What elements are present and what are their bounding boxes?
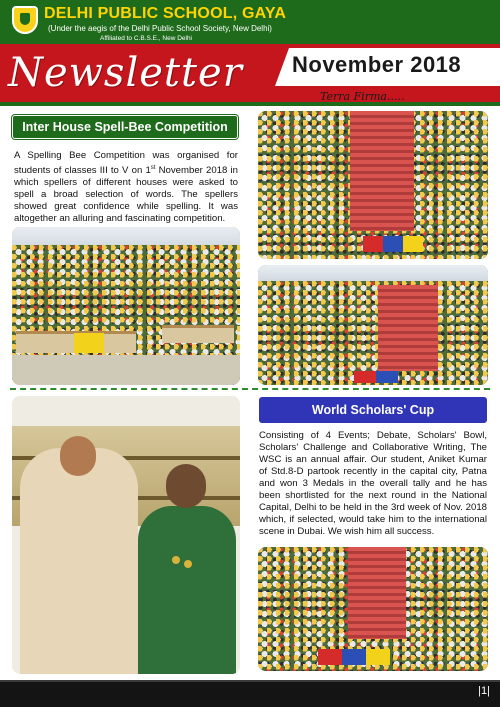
spell-bee-heading-text: Inter House Spell-Bee Competition	[22, 120, 228, 134]
auditorium-photo-2	[258, 265, 488, 385]
affiliation-line: Affiliated to C.B.S.E., New Delhi	[100, 35, 193, 42]
auditorium-photo-3	[258, 547, 488, 671]
school-aegis-line: (Under the aegis of the Delhi Public School Society, New Delhi)	[48, 24, 272, 33]
issue-date: November 2018	[292, 52, 462, 77]
newsletter-title: Newsletter	[8, 50, 243, 96]
scholars-cup-photo	[12, 396, 240, 674]
scholars-cup-body: Consisting of 4 Events; Debate, Scholars' Bowl, Scholars' Challenge and Collaborative Writing, The WSC is an annual affair. Our student, Aniket Kumar of Std.8-D partook recently in the capital city, Patna and won 3 Medals in the overall tally and he has been shortlisted for the next round in the National Capital, Delhi to be held in the 3rd week of Nov. 2018 which, if selected, would take him to the international scene in Dubai. We wish him all success.	[259, 430, 487, 537]
header-divider	[0, 102, 500, 106]
spell-bee-photo	[12, 227, 240, 385]
scholars-cup-heading	[259, 397, 487, 423]
scholars-cup-heading-text: World Scholars' Cup	[311, 403, 435, 417]
auditorium-photo-1	[258, 111, 488, 259]
page-number: |1|	[478, 685, 490, 697]
school-name: DELHI PUBLIC SCHOOL, GAYA	[44, 5, 287, 22]
spell-bee-body: A Spelling Bee Competition was organised for students of classes III to V on 1st November 2018 in which spellers of different houses were asked to spell a broad selection of words. The spellers showed great confidence while spelling. It was altogether an alluring and fascinating competition.	[14, 150, 238, 225]
section-divider	[10, 388, 490, 390]
school-crest-icon	[12, 6, 38, 34]
spell-bee-heading	[12, 115, 238, 139]
tagline: Terra Firma.....	[320, 90, 405, 103]
footer-bar	[0, 680, 500, 707]
